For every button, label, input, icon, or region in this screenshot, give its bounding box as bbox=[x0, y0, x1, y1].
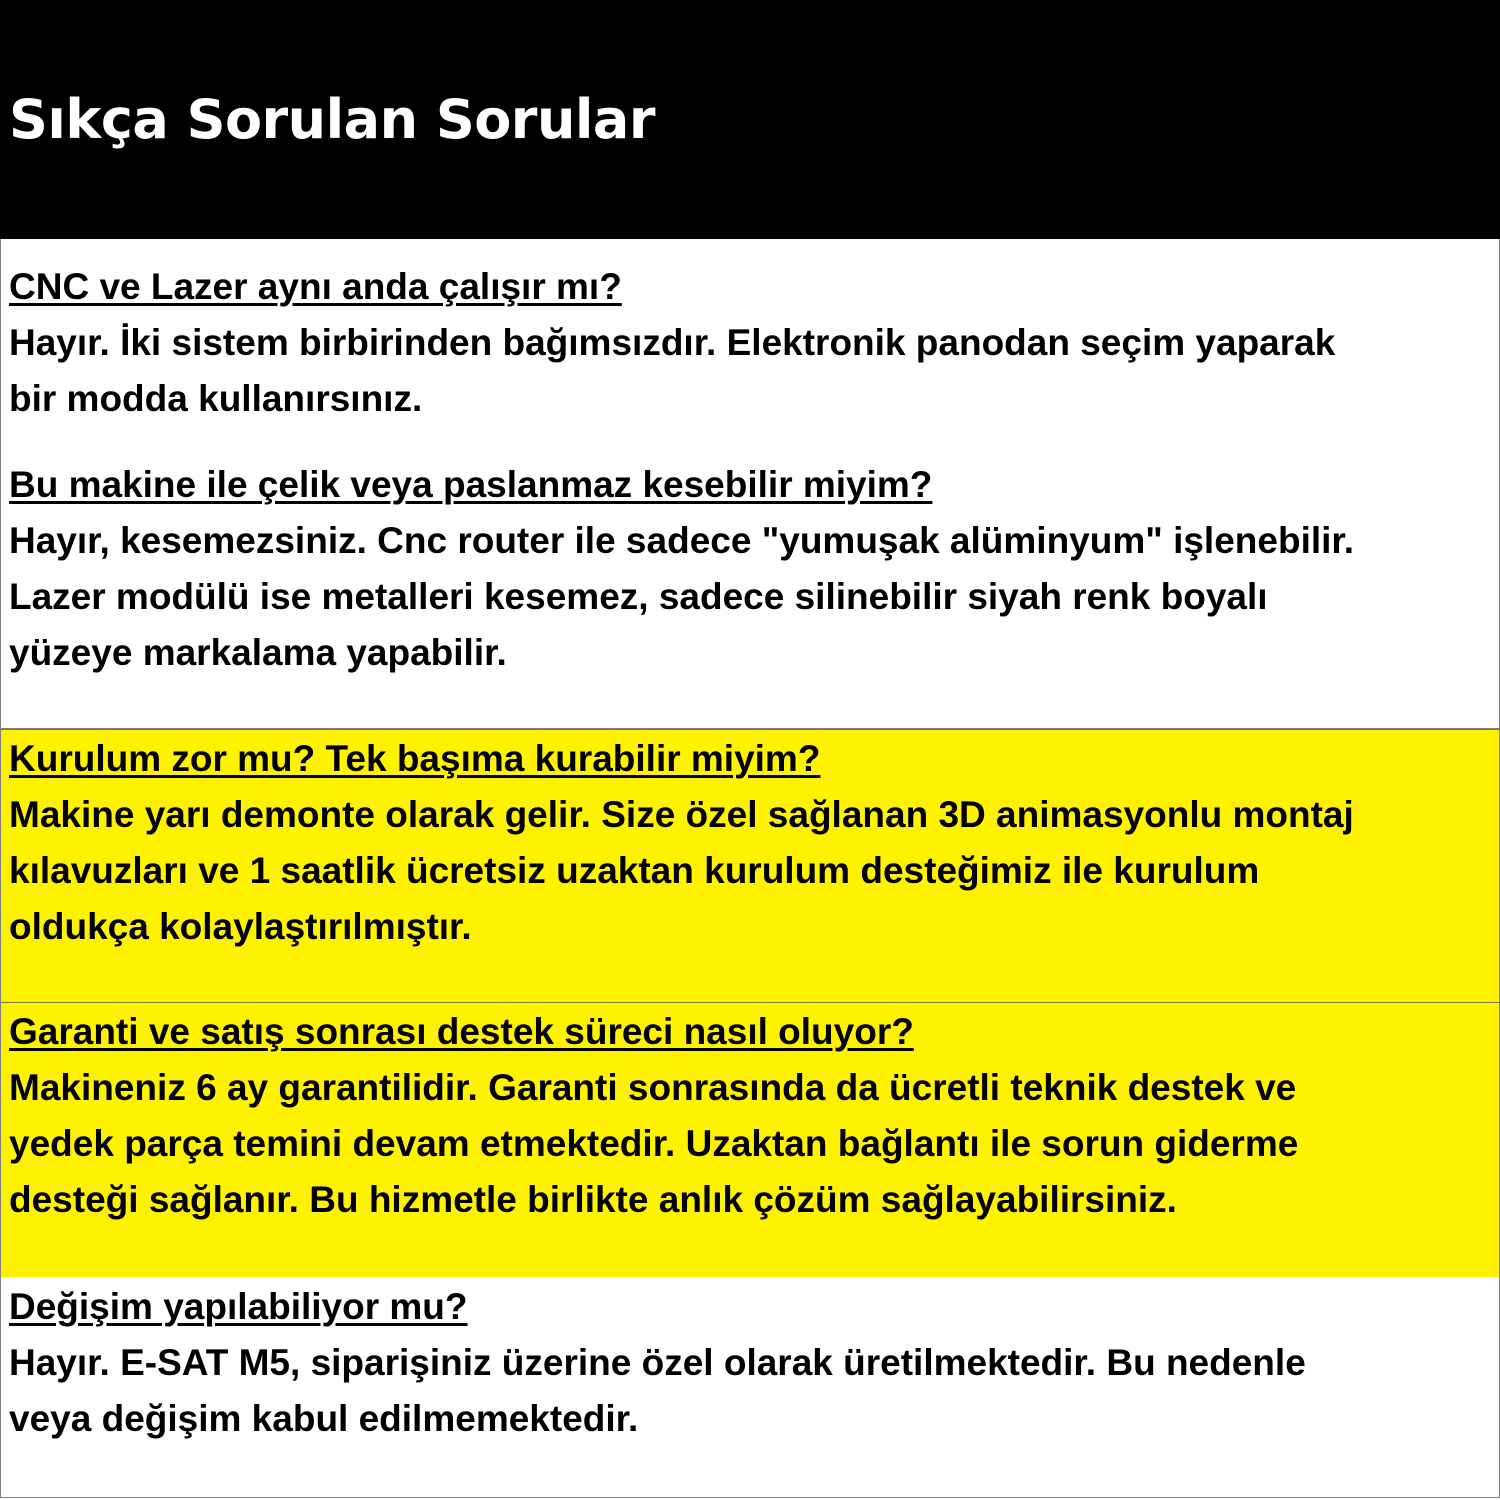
faq-question: Değişim yapılabiliyor mu? bbox=[9, 1286, 468, 1327]
faq-answer bbox=[9, 787, 1480, 955]
faq-answer-line: Hayır. İki sistem birbirinden bağımsızdır. Elektronik panodan seçim yaparak bbox=[9, 322, 1336, 363]
faq-answer-line: desteği sağlanır. Bu hizmetle birlikte anlık çözüm sağlayabilirsiniz. bbox=[9, 1179, 1177, 1220]
faq-answer-line: oldukça kolaylaştırılmıştır. bbox=[9, 906, 472, 947]
faq-answer-line: Lazer modülü ise metalleri kesemez, sadece silinebilir siyah renk boyalı bbox=[9, 576, 1268, 617]
faq-item bbox=[9, 259, 1480, 427]
faq-answer bbox=[9, 1060, 1480, 1228]
faq-question: Bu makine ile çelik veya paslanmaz kesebilir miyim? bbox=[9, 464, 933, 505]
faq-answer-line: yüzeye markalama yapabilir. bbox=[9, 632, 507, 673]
faq-item bbox=[9, 731, 1480, 955]
header-banner bbox=[0, 0, 1500, 239]
faq-answer-line: kılavuzları ve 1 saatlik ücretsiz uzaktan kurulum desteğimiz ile kurulum bbox=[9, 850, 1260, 891]
page-title: Sıkça Sorulan Sorular bbox=[9, 88, 655, 151]
faq-item bbox=[9, 457, 1480, 681]
faq-answer-line: yedek parça temini devam etmektedir. Uzaktan bağlantı ile sorun giderme bbox=[9, 1123, 1299, 1164]
faq-item bbox=[9, 1279, 1480, 1447]
faq-answer-line: Makine yarı demonte olarak gelir. Size özel sağlanan 3D animasyonlu montaj bbox=[9, 794, 1354, 835]
faq-answer-line: Hayır. E-SAT M5, siparişiniz üzerine özel olarak üretilmektedir. Bu nedenle bbox=[9, 1342, 1306, 1383]
faq-answer bbox=[9, 513, 1480, 681]
faq-answer bbox=[9, 315, 1480, 427]
faq-answer-line: veya değişim kabul edilmemektedir. bbox=[9, 1398, 639, 1439]
faq-answer-line: Hayır, kesemezsiniz. Cnc router ile sadece "yumuşak alüminyum" işlenebilir. bbox=[9, 520, 1355, 561]
faq-question: Kurulum zor mu? Tek başıma kurabilir miyim? bbox=[9, 738, 821, 779]
faq-question: CNC ve Lazer aynı anda çalışır mı? bbox=[9, 266, 622, 307]
faq-question: Garanti ve satış sonrası destek süreci nasıl oluyor? bbox=[9, 1011, 914, 1052]
faq-answer bbox=[9, 1335, 1480, 1447]
faq-answer-line: Makineniz 6 ay garantilidir. Garanti sonrasında da ücretli teknik destek ve bbox=[9, 1067, 1297, 1108]
faq-answer-line: bir modda kullanırsınız. bbox=[9, 378, 423, 419]
faq-item bbox=[9, 1004, 1480, 1228]
